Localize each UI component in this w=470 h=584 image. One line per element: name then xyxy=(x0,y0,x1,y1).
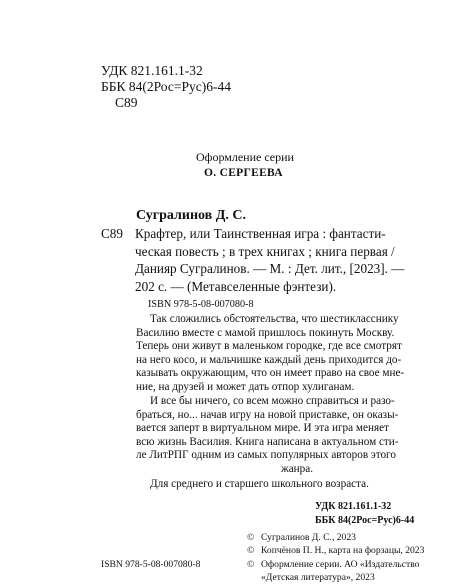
annotation-line: Теперь они живут в маленьком городке, где все смотрят xyxy=(136,340,402,353)
description-line: Данияр Сугралинов. — М. : Дет. лит., [2023]. — xyxy=(135,261,405,277)
author-mark-top: С89 xyxy=(115,95,138,110)
bbk-code-top: ББК 84(2Рос=Рус)6-44 xyxy=(101,79,231,94)
author-heading: Сугралинов Д. С. xyxy=(136,208,246,223)
copyright-item: © Копчёнов П. Н., карта на форзацы, 2023 xyxy=(247,545,425,557)
copyright-list xyxy=(247,531,424,584)
copyright-symbol: © xyxy=(247,558,255,570)
copyright-symbol: © xyxy=(247,545,255,557)
udk-code-top: УДК 821.161.1-32 xyxy=(101,63,203,78)
author-mark: С89 xyxy=(101,226,123,241)
series-designer: О. СЕРГЕЕВА xyxy=(204,167,283,179)
annotation-line: браться, но... начав игру на новой приставке, он оказы- xyxy=(136,408,399,421)
annotation-line: всю жизнь Василия. Книга написана в актуальном сти- xyxy=(136,435,399,448)
isbn-record: ISBN 978-5-08-007080-8 xyxy=(148,299,254,310)
description-line: Крафтер, или Таинственная игра : фантасти- xyxy=(135,226,386,241)
isbn-footer: ISBN 978-5-08-007080-8 xyxy=(101,559,201,570)
bbk-code-bottom: ББК 84(2Рос=Рус)6-44 xyxy=(315,515,415,526)
bibliographic-description xyxy=(135,225,404,295)
annotation-line: на него косо, и мальчишке каждый день приходится до- xyxy=(136,353,402,366)
annotation-paragraph-2 xyxy=(136,395,458,477)
annotation-line: Так сложились обстоятельства, что шестикласснику xyxy=(150,313,399,325)
copyright-symbol: © xyxy=(247,532,255,543)
annotation-line: ние, на друзей и может дать отпор хулиганам. xyxy=(136,380,355,393)
description-line: 202 с. — (Метавселенные фэнтези). xyxy=(135,278,337,294)
series-label: Оформление серии xyxy=(196,150,294,164)
description-line: ческая повесть ; в трех книгах ; книга первая / xyxy=(135,243,395,259)
annotation-line: вается заперт в виртуальном мире. И эта игра меняет xyxy=(136,422,389,435)
udk-code-bottom: УДК 821.161.1-32 xyxy=(315,501,392,512)
annotation-line: казывать окружающим, что он имеет право на свое мне- xyxy=(136,367,405,380)
annotation-paragraph-1 xyxy=(136,313,404,395)
copyright-item: © Сугралинов Д. С., 2023 xyxy=(247,532,356,543)
annotation-line: ле ЛитРПГ одним из самых популярных авторов этого xyxy=(136,449,396,462)
copyright-item: «Детская литература», 2023 xyxy=(261,571,375,583)
annotation-line: И все бы ничего, со всем можно справиться и разо- xyxy=(150,395,395,407)
copyright-item: © Оформление серии. АО «Издательство xyxy=(247,558,420,570)
age-note: Для среднего и старшего школьного возраста. xyxy=(150,478,369,490)
annotation-line: Василию вместе с мамой пришлось покинуть Москву. xyxy=(136,326,395,339)
annotation-line: жанра. xyxy=(280,462,314,475)
